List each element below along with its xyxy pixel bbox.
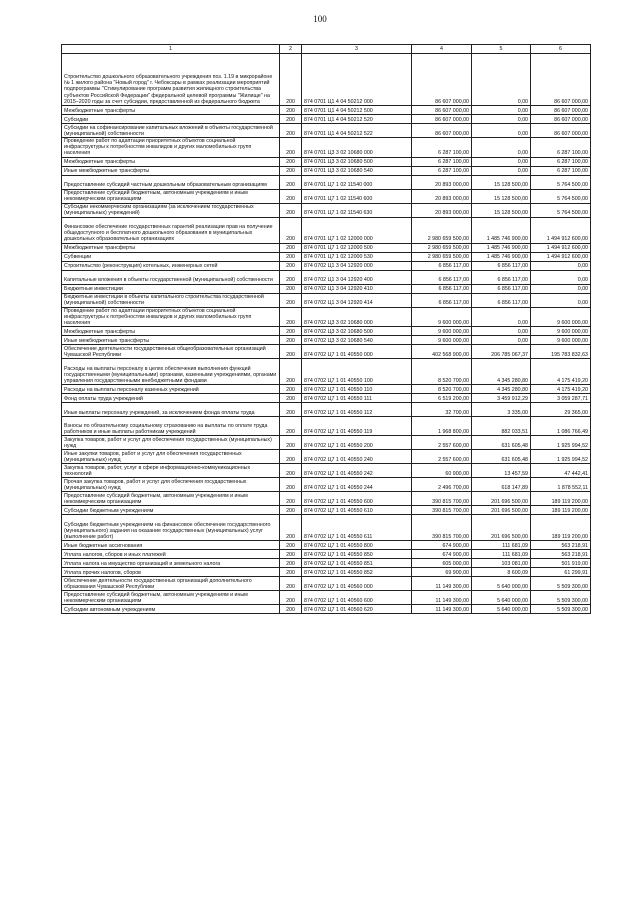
row-name-cell: Субсидии на софинансирование капитальных вложений в объекты государственной (муниципальной) собственности xyxy=(62,124,280,138)
table-row xyxy=(62,115,591,124)
table-row xyxy=(62,217,591,243)
row-col2-cell: 200 xyxy=(280,492,302,506)
row-remaining-cell: 5 764 500,00 xyxy=(531,175,591,189)
row-col2-cell: 200 xyxy=(280,252,302,261)
row-executed-cell: 5 640 000,00 xyxy=(472,591,531,605)
row-col2-cell: 200 xyxy=(280,54,302,106)
row-remaining-cell: 563 218,91 xyxy=(531,541,591,550)
row-remaining-cell: 61 299,91 xyxy=(531,568,591,577)
row-executed-cell: 0,00 xyxy=(472,327,531,336)
table-row xyxy=(62,559,591,568)
row-approved-cell: 6 287 100,00 xyxy=(412,166,472,175)
row-col2-cell: 200 xyxy=(280,506,302,515)
row-col2-cell: 200 xyxy=(280,550,302,559)
row-approved-cell: 11 149 300,00 xyxy=(412,605,472,614)
row-approved-cell: 2 980 659 500,00 xyxy=(412,252,472,261)
row-remaining-cell: 0,00 xyxy=(531,284,591,293)
table-row xyxy=(62,243,591,252)
row-name-cell: Предоставление субсидий бюджетным, автономным учреждениям и иным некоммерческим организациям xyxy=(62,492,280,506)
row-executed-cell: 1 485 746 900,00 xyxy=(472,252,531,261)
table-row xyxy=(62,345,591,359)
row-executed-cell: 5 640 000,00 xyxy=(472,605,531,614)
row-name-cell: Прочая закупка товаров, работ и услуг для обеспечения государственных (муниципальных) нужд xyxy=(62,478,280,492)
row-approved-cell: 69 900,00 xyxy=(412,568,472,577)
row-name-cell: Межбюджетные трансферты xyxy=(62,106,280,115)
table-row xyxy=(62,270,591,284)
row-executed-cell: 0,00 xyxy=(472,115,531,124)
row-col2-cell: 200 xyxy=(280,175,302,189)
row-col2-cell: 200 xyxy=(280,284,302,293)
row-approved-cell: 32 700,00 xyxy=(412,403,472,417)
row-code-cell: 874 0701 Ц3 3 02 10680 000 xyxy=(302,138,412,158)
row-remaining-cell: 501 919,00 xyxy=(531,559,591,568)
table-row xyxy=(62,450,591,464)
row-name-cell: Субсидии бюджетным учреждениям на финансовое обеспечение государственного (муниципального) задания на оказание государственных (муниципальных) услуг (выполнение работ) xyxy=(62,515,280,541)
row-remaining-cell: 4 175 419,20 xyxy=(531,359,591,385)
row-name-cell: Межбюджетные трансферты xyxy=(62,327,280,336)
row-code-cell: 874 0702 Ц7 1 01 40560 600 xyxy=(302,591,412,605)
row-name-cell: Фонд оплаты труда учреждений xyxy=(62,394,280,403)
row-executed-cell: 0,00 xyxy=(472,166,531,175)
row-remaining-cell: 6 287 100,00 xyxy=(531,166,591,175)
table-row xyxy=(62,189,591,203)
row-name-cell: Предоставление субсидий частным дошкольным образовательным организациям xyxy=(62,175,280,189)
row-remaining-cell: 47 442,41 xyxy=(531,464,591,478)
row-approved-cell: 6 856 117,00 xyxy=(412,261,472,270)
row-code-cell: 874 0701 Ц7 1 02 11540 630 xyxy=(302,203,412,217)
row-col2-cell: 200 xyxy=(280,138,302,158)
table-row xyxy=(62,464,591,478)
row-code-cell: 874 0702 Ц7 1 01 40550 100 xyxy=(302,359,412,385)
row-executed-cell: 13 457,59 xyxy=(472,464,531,478)
row-col2-cell: 200 xyxy=(280,359,302,385)
table-row xyxy=(62,327,591,336)
row-approved-cell: 86 607 000,00 xyxy=(412,115,472,124)
table-row xyxy=(62,550,591,559)
table-row xyxy=(62,394,591,403)
row-executed-cell: 1 485 746 900,00 xyxy=(472,243,531,252)
row-name-cell: Расходы на выплаты персоналу в целях обеспечения выполнения функций государственными (муниципальными) органами, казенными учреждениями, органами управления государственными внебюджетными фондами xyxy=(62,359,280,385)
row-col2-cell: 200 xyxy=(280,605,302,614)
row-code-cell: 874 0701 Ц7 1 02 11540 600 xyxy=(302,189,412,203)
row-code-cell: 874 0701 Ц7 1 02 12000 500 xyxy=(302,243,412,252)
row-remaining-cell: 9 600 000,00 xyxy=(531,336,591,345)
row-approved-cell: 6 856 117,00 xyxy=(412,293,472,307)
row-approved-cell: 2 980 659 500,00 xyxy=(412,243,472,252)
row-executed-cell: 111 681,09 xyxy=(472,541,531,550)
row-name-cell: Субсидии автономным учреждениям xyxy=(62,605,280,614)
row-code-cell: 874 0702 Ц1 3 04 12920 410 xyxy=(302,284,412,293)
row-code-cell: 874 0701 Ц7 1 02 11540 000 xyxy=(302,175,412,189)
row-executed-cell: 6 856 117,00 xyxy=(472,284,531,293)
row-code-cell: 874 0702 Ц7 1 01 40550 000 xyxy=(302,345,412,359)
row-approved-cell: 402 568 900,00 xyxy=(412,345,472,359)
row-executed-cell: 0,00 xyxy=(472,138,531,158)
row-name-cell: Капитальные вложения в объекты государственной (муниципальной) собственности xyxy=(62,270,280,284)
row-code-cell: 874 0702 Ц7 1 01 40550 600 xyxy=(302,492,412,506)
row-col2-cell: 200 xyxy=(280,217,302,243)
row-name-cell: Расходы на выплаты персоналу казенных учреждений xyxy=(62,385,280,394)
table-row xyxy=(62,506,591,515)
row-name-cell: Субвенции xyxy=(62,252,280,261)
table-row xyxy=(62,436,591,450)
row-approved-cell: 8 520 700,00 xyxy=(412,385,472,394)
row-name-cell: Бюджетные инвестиции xyxy=(62,284,280,293)
row-approved-cell: 674 900,00 xyxy=(412,550,472,559)
row-approved-cell: 2 980 659 500,00 xyxy=(412,217,472,243)
row-col2-cell: 200 xyxy=(280,559,302,568)
row-remaining-cell: 189 119 200,00 xyxy=(531,506,591,515)
row-code-cell: 874 0702 Ц7 1 01 40550 110 xyxy=(302,385,412,394)
row-col2-cell: 200 xyxy=(280,541,302,550)
row-executed-cell: 3 459 912,29 xyxy=(472,394,531,403)
row-approved-cell: 20 893 000,00 xyxy=(412,203,472,217)
row-col2-cell: 200 xyxy=(280,577,302,591)
row-executed-cell: 5 640 000,00 xyxy=(472,577,531,591)
row-remaining-cell: 1 494 912 600,00 xyxy=(531,217,591,243)
row-code-cell: 874 0702 Ц7 1 01 40550 242 xyxy=(302,464,412,478)
row-name-cell: Иные межбюджетные трансферты xyxy=(62,166,280,175)
row-executed-cell: 6 856 117,00 xyxy=(472,261,531,270)
row-approved-cell: 6 519 200,00 xyxy=(412,394,472,403)
row-name-cell: Уплата налога на имущество организаций и земельного налога xyxy=(62,559,280,568)
row-executed-cell: 15 128 500,00 xyxy=(472,189,531,203)
row-remaining-cell: 5 509 300,00 xyxy=(531,591,591,605)
table-row xyxy=(62,403,591,417)
table-row xyxy=(62,252,591,261)
table-row xyxy=(62,203,591,217)
row-executed-cell: 631 605,48 xyxy=(472,436,531,450)
header-col-5: 5 xyxy=(472,45,531,54)
row-code-cell: 874 0702 Ц7 1 01 40550 851 xyxy=(302,559,412,568)
row-name-cell: Межбюджетные трансферты xyxy=(62,243,280,252)
row-approved-cell: 86 607 000,00 xyxy=(412,54,472,106)
row-approved-cell: 605 000,00 xyxy=(412,559,472,568)
row-name-cell: Бюджетные инвестиции в объекты капитального строительства государственной (муниципальной) собственности xyxy=(62,293,280,307)
row-remaining-cell: 3 059 287,71 xyxy=(531,394,591,403)
row-remaining-cell: 189 119 200,00 xyxy=(531,492,591,506)
row-remaining-cell: 195 783 832,63 xyxy=(531,345,591,359)
row-code-cell: 874 0702 Ц7 1 01 40550 800 xyxy=(302,541,412,550)
row-code-cell: 874 0701 Ц1 4 04 50212 522 xyxy=(302,124,412,138)
row-remaining-cell: 9 600 000,00 xyxy=(531,307,591,327)
row-executed-cell: 201 696 500,00 xyxy=(472,515,531,541)
row-approved-cell: 9 600 000,00 xyxy=(412,336,472,345)
row-col2-cell: 200 xyxy=(280,261,302,270)
row-col2-cell: 200 xyxy=(280,515,302,541)
row-col2-cell: 200 xyxy=(280,336,302,345)
row-approved-cell: 390 815 700,00 xyxy=(412,492,472,506)
row-approved-cell: 8 520 700,00 xyxy=(412,359,472,385)
row-executed-cell: 0,00 xyxy=(472,307,531,327)
row-code-cell: 874 0702 Ц7 1 01 40550 852 xyxy=(302,568,412,577)
table-row xyxy=(62,417,591,436)
row-remaining-cell: 1 925 994,52 xyxy=(531,436,591,450)
row-col2-cell: 200 xyxy=(280,568,302,577)
row-remaining-cell: 9 600 000,00 xyxy=(531,327,591,336)
row-executed-cell: 631 605,48 xyxy=(472,450,531,464)
row-code-cell: 874 0702 Ц3 3 02 10680 000 xyxy=(302,307,412,327)
row-executed-cell: 0,00 xyxy=(472,106,531,115)
row-executed-cell: 1 485 746 900,00 xyxy=(472,217,531,243)
row-executed-cell: 0,00 xyxy=(472,124,531,138)
row-approved-cell: 390 815 700,00 xyxy=(412,506,472,515)
row-executed-cell: 618 147,89 xyxy=(472,478,531,492)
row-code-cell: 874 0701 Ц1 4 04 50212 000 xyxy=(302,54,412,106)
row-approved-cell: 2 557 600,00 xyxy=(412,450,472,464)
table-row xyxy=(62,541,591,550)
row-name-cell: Субсидии бюджетным учреждениям xyxy=(62,506,280,515)
row-col2-cell: 200 xyxy=(280,115,302,124)
table-row xyxy=(62,293,591,307)
table-row xyxy=(62,124,591,138)
row-remaining-cell: 86 607 000,00 xyxy=(531,106,591,115)
header-col-4: 4 xyxy=(412,45,472,54)
row-code-cell: 874 0702 Ц7 1 01 40550 240 xyxy=(302,450,412,464)
row-code-cell: 874 0702 Ц7 1 01 40550 610 xyxy=(302,506,412,515)
row-executed-cell: 111 681,09 xyxy=(472,550,531,559)
row-executed-cell: 6 856 117,00 xyxy=(472,293,531,307)
table-row xyxy=(62,284,591,293)
row-remaining-cell: 86 607 000,00 xyxy=(531,54,591,106)
row-remaining-cell: 563 218,91 xyxy=(531,550,591,559)
row-name-cell: Уплата прочих налогов, сборов xyxy=(62,568,280,577)
row-approved-cell: 6 287 100,00 xyxy=(412,157,472,166)
row-col2-cell: 200 xyxy=(280,293,302,307)
table-row xyxy=(62,175,591,189)
row-approved-cell: 86 607 000,00 xyxy=(412,106,472,115)
row-executed-cell: 206 785 067,37 xyxy=(472,345,531,359)
row-name-cell: Проведение работ по адаптации приоритетных объектов социальной инфраструктуры к потребностям инвалидов и других маломобильных групп населения xyxy=(62,307,280,327)
table-row xyxy=(62,568,591,577)
row-col2-cell: 200 xyxy=(280,345,302,359)
row-code-cell: 874 0702 Ц3 3 02 10680 500 xyxy=(302,327,412,336)
row-executed-cell: 882 033,51 xyxy=(472,417,531,436)
row-name-cell: Обеспечение деятельности государственных общеобразовательных организаций Чувашской Республики xyxy=(62,345,280,359)
row-name-cell: Субсидии xyxy=(62,115,280,124)
row-col2-cell: 200 xyxy=(280,385,302,394)
row-name-cell: Обеспечение деятельности государственных организаций дополнительного образования Чувашской Республики xyxy=(62,577,280,591)
table-row xyxy=(62,515,591,541)
table-row xyxy=(62,359,591,385)
row-approved-cell: 6 856 117,00 xyxy=(412,284,472,293)
table-row xyxy=(62,605,591,614)
row-name-cell: Межбюджетные трансферты xyxy=(62,157,280,166)
row-col2-cell: 200 xyxy=(280,436,302,450)
header-col-2: 2 xyxy=(280,45,302,54)
row-executed-cell: 0,00 xyxy=(472,54,531,106)
row-code-cell: 874 0701 Ц1 4 04 50212 500 xyxy=(302,106,412,115)
table-row xyxy=(62,307,591,327)
row-col2-cell: 200 xyxy=(280,203,302,217)
row-remaining-cell: 5 764 500,00 xyxy=(531,189,591,203)
row-remaining-cell: 1 925 994,52 xyxy=(531,450,591,464)
row-name-cell: Финансовое обеспечение государственных гарантий реализации прав на получение общедоступного и бесплатного дошкольного образования в муниципальных дошкольных образовательных организациях xyxy=(62,217,280,243)
row-approved-cell: 1 968 800,00 xyxy=(412,417,472,436)
row-code-cell: 874 0701 Ц7 1 02 12000 530 xyxy=(302,252,412,261)
row-col2-cell: 200 xyxy=(280,394,302,403)
row-name-cell: Строительство (реконструкция) котельных, инженерных сетей xyxy=(62,261,280,270)
row-approved-cell: 60 900,00 xyxy=(412,464,472,478)
row-remaining-cell: 1 494 912 600,00 xyxy=(531,252,591,261)
row-remaining-cell: 1 086 766,49 xyxy=(531,417,591,436)
row-col2-cell: 200 xyxy=(280,270,302,284)
header-col-1: 1 xyxy=(62,45,280,54)
row-code-cell: 874 0702 Ц7 1 01 40550 112 xyxy=(302,403,412,417)
row-remaining-cell: 29 365,00 xyxy=(531,403,591,417)
row-executed-cell: 0,00 xyxy=(472,157,531,166)
table-row xyxy=(62,577,591,591)
row-name-cell: Проведение работ по адаптации приоритетных объектов социальной инфраструктуры к потребностям инвалидов и других маломобильных групп населения xyxy=(62,138,280,158)
header-col-6: 6 xyxy=(531,45,591,54)
row-name-cell: Строительство дошкольного образовательного учреждения поз. 1.19 в микрорайоне № 1 жилого района "Новый город" г. Чебоксары в рамках реализации мероприятий подпрограммы "Стимулирование программ развития жилищного строительства субъектов Российской Федерации" федеральной целевой программы "Жилище" на 2015–2020 годы за счет субсидии, предоставленной из федерального бюджета xyxy=(62,54,280,106)
row-col2-cell: 200 xyxy=(280,417,302,436)
row-executed-cell: 103 081,00 xyxy=(472,559,531,568)
row-col2-cell: 200 xyxy=(280,157,302,166)
table-row xyxy=(62,261,591,270)
row-code-cell: 874 0702 Ц7 1 01 40550 611 xyxy=(302,515,412,541)
table-row xyxy=(62,106,591,115)
table-row xyxy=(62,591,591,605)
row-col2-cell: 200 xyxy=(280,327,302,336)
row-name-cell: Закупка товаров, работ, услуг в сфере информационно-коммуникационных технологий xyxy=(62,464,280,478)
row-executed-cell: 4 345 280,80 xyxy=(472,359,531,385)
row-name-cell: Закупка товаров, работ и услуг для обеспечения государственных (муниципальных) нужд xyxy=(62,436,280,450)
row-approved-cell: 86 607 000,00 xyxy=(412,124,472,138)
row-remaining-cell: 86 607 000,00 xyxy=(531,124,591,138)
row-executed-cell: 8 600,09 xyxy=(472,568,531,577)
row-code-cell: 874 0701 Ц1 4 04 50212 520 xyxy=(302,115,412,124)
row-name-cell: Субсидии некоммерческим организациям (за исключением государственных (муниципальных) учреждений) xyxy=(62,203,280,217)
row-remaining-cell: 0,00 xyxy=(531,293,591,307)
row-name-cell: Иные бюджетные ассигнования xyxy=(62,541,280,550)
row-approved-cell: 11 149 300,00 xyxy=(412,591,472,605)
row-name-cell: Предоставление субсидий бюджетным, автономным учреждениям и иным некоммерческим организациям xyxy=(62,189,280,203)
row-name-cell: Иные выплаты персоналу учреждений, за исключением фонда оплаты труда xyxy=(62,403,280,417)
row-executed-cell: 15 128 500,00 xyxy=(472,175,531,189)
row-remaining-cell: 5 509 300,00 xyxy=(531,577,591,591)
row-executed-cell: 3 335,00 xyxy=(472,403,531,417)
budget-table xyxy=(61,44,591,614)
row-approved-cell: 6 856 117,00 xyxy=(412,270,472,284)
row-col2-cell: 200 xyxy=(280,478,302,492)
table-row xyxy=(62,138,591,158)
row-name-cell: Иные межбюджетные трансферты xyxy=(62,336,280,345)
table-row xyxy=(62,157,591,166)
row-approved-cell: 2 557 600,00 xyxy=(412,436,472,450)
row-executed-cell: 6 856 117,00 xyxy=(472,270,531,284)
row-code-cell: 874 0702 Ц7 1 01 40550 119 xyxy=(302,417,412,436)
row-code-cell: 874 0702 Ц7 1 01 40550 244 xyxy=(302,478,412,492)
row-col2-cell: 200 xyxy=(280,591,302,605)
row-approved-cell: 9 600 000,00 xyxy=(412,327,472,336)
row-code-cell: 874 0702 Ц1 3 04 12920 000 xyxy=(302,261,412,270)
row-executed-cell: 0,00 xyxy=(472,336,531,345)
row-code-cell: 874 0702 Ц7 1 01 40550 200 xyxy=(302,436,412,450)
row-col2-cell: 200 xyxy=(280,106,302,115)
row-code-cell: 874 0702 Ц7 1 01 40560 000 xyxy=(302,577,412,591)
row-approved-cell: 674 900,00 xyxy=(412,541,472,550)
row-approved-cell: 390 815 700,00 xyxy=(412,515,472,541)
row-remaining-cell: 1 494 912 600,00 xyxy=(531,243,591,252)
row-remaining-cell: 6 287 100,00 xyxy=(531,138,591,158)
row-col2-cell: 200 xyxy=(280,243,302,252)
row-remaining-cell: 0,00 xyxy=(531,261,591,270)
row-col2-cell: 200 xyxy=(280,464,302,478)
row-executed-cell: 201 696 500,00 xyxy=(472,492,531,506)
row-name-cell: Предоставление субсидий бюджетным, автономным учреждениям и иным некоммерческим организациям xyxy=(62,591,280,605)
row-code-cell: 874 0701 Ц7 1 02 12000 000 xyxy=(302,217,412,243)
row-approved-cell: 9 600 000,00 xyxy=(412,307,472,327)
row-remaining-cell: 189 119 200,00 xyxy=(531,515,591,541)
row-code-cell: 874 0701 Ц3 3 02 10680 500 xyxy=(302,157,412,166)
row-code-cell: 874 0701 Ц3 3 02 10680 540 xyxy=(302,166,412,175)
row-col2-cell: 200 xyxy=(280,403,302,417)
row-name-cell: Взносы по обязательному социальному страхованию на выплаты по оплате труда работников и иные выплаты работникам учреждений xyxy=(62,417,280,436)
table-row xyxy=(62,166,591,175)
row-remaining-cell: 4 175 419,20 xyxy=(531,385,591,394)
row-approved-cell: 2 496 700,00 xyxy=(412,478,472,492)
table-row xyxy=(62,478,591,492)
row-approved-cell: 20 893 000,00 xyxy=(412,175,472,189)
row-col2-cell: 200 xyxy=(280,124,302,138)
row-executed-cell: 201 696 500,00 xyxy=(472,506,531,515)
row-col2-cell: 200 xyxy=(280,307,302,327)
row-remaining-cell: 1 878 552,11 xyxy=(531,478,591,492)
row-remaining-cell: 86 607 000,00 xyxy=(531,115,591,124)
table-row xyxy=(62,492,591,506)
row-approved-cell: 20 893 000,00 xyxy=(412,189,472,203)
row-col2-cell: 200 xyxy=(280,166,302,175)
header-col-3: 3 xyxy=(302,45,412,54)
row-remaining-cell: 6 287 100,00 xyxy=(531,157,591,166)
row-executed-cell: 4 345 280,80 xyxy=(472,385,531,394)
row-col2-cell: 200 xyxy=(280,189,302,203)
row-code-cell: 874 0702 Ц7 1 01 40550 111 xyxy=(302,394,412,403)
row-code-cell: 874 0702 Ц3 3 02 10680 540 xyxy=(302,336,412,345)
row-approved-cell: 6 287 100,00 xyxy=(412,138,472,158)
row-approved-cell: 11 149 300,00 xyxy=(412,577,472,591)
row-remaining-cell: 0,00 xyxy=(531,270,591,284)
row-remaining-cell: 5 764 500,00 xyxy=(531,203,591,217)
table-row xyxy=(62,54,591,106)
page-number: 100 xyxy=(313,14,327,24)
table-header-row xyxy=(62,45,591,54)
row-name-cell: Уплата налогов, сборов и иных платежей xyxy=(62,550,280,559)
table-row xyxy=(62,385,591,394)
row-remaining-cell: 5 509 300,00 xyxy=(531,605,591,614)
row-code-cell: 874 0702 Ц7 1 01 40550 850 xyxy=(302,550,412,559)
row-code-cell: 874 0702 Ц1 3 04 12920 414 xyxy=(302,293,412,307)
row-col2-cell: 200 xyxy=(280,450,302,464)
row-executed-cell: 15 128 500,00 xyxy=(472,203,531,217)
table-row xyxy=(62,336,591,345)
row-code-cell: 874 0702 Ц1 3 04 12920 400 xyxy=(302,270,412,284)
row-name-cell: Иные закупки товаров, работ и услуг для обеспечения государственных (муниципальных) нужд xyxy=(62,450,280,464)
row-code-cell: 874 0702 Ц7 1 01 40560 620 xyxy=(302,605,412,614)
